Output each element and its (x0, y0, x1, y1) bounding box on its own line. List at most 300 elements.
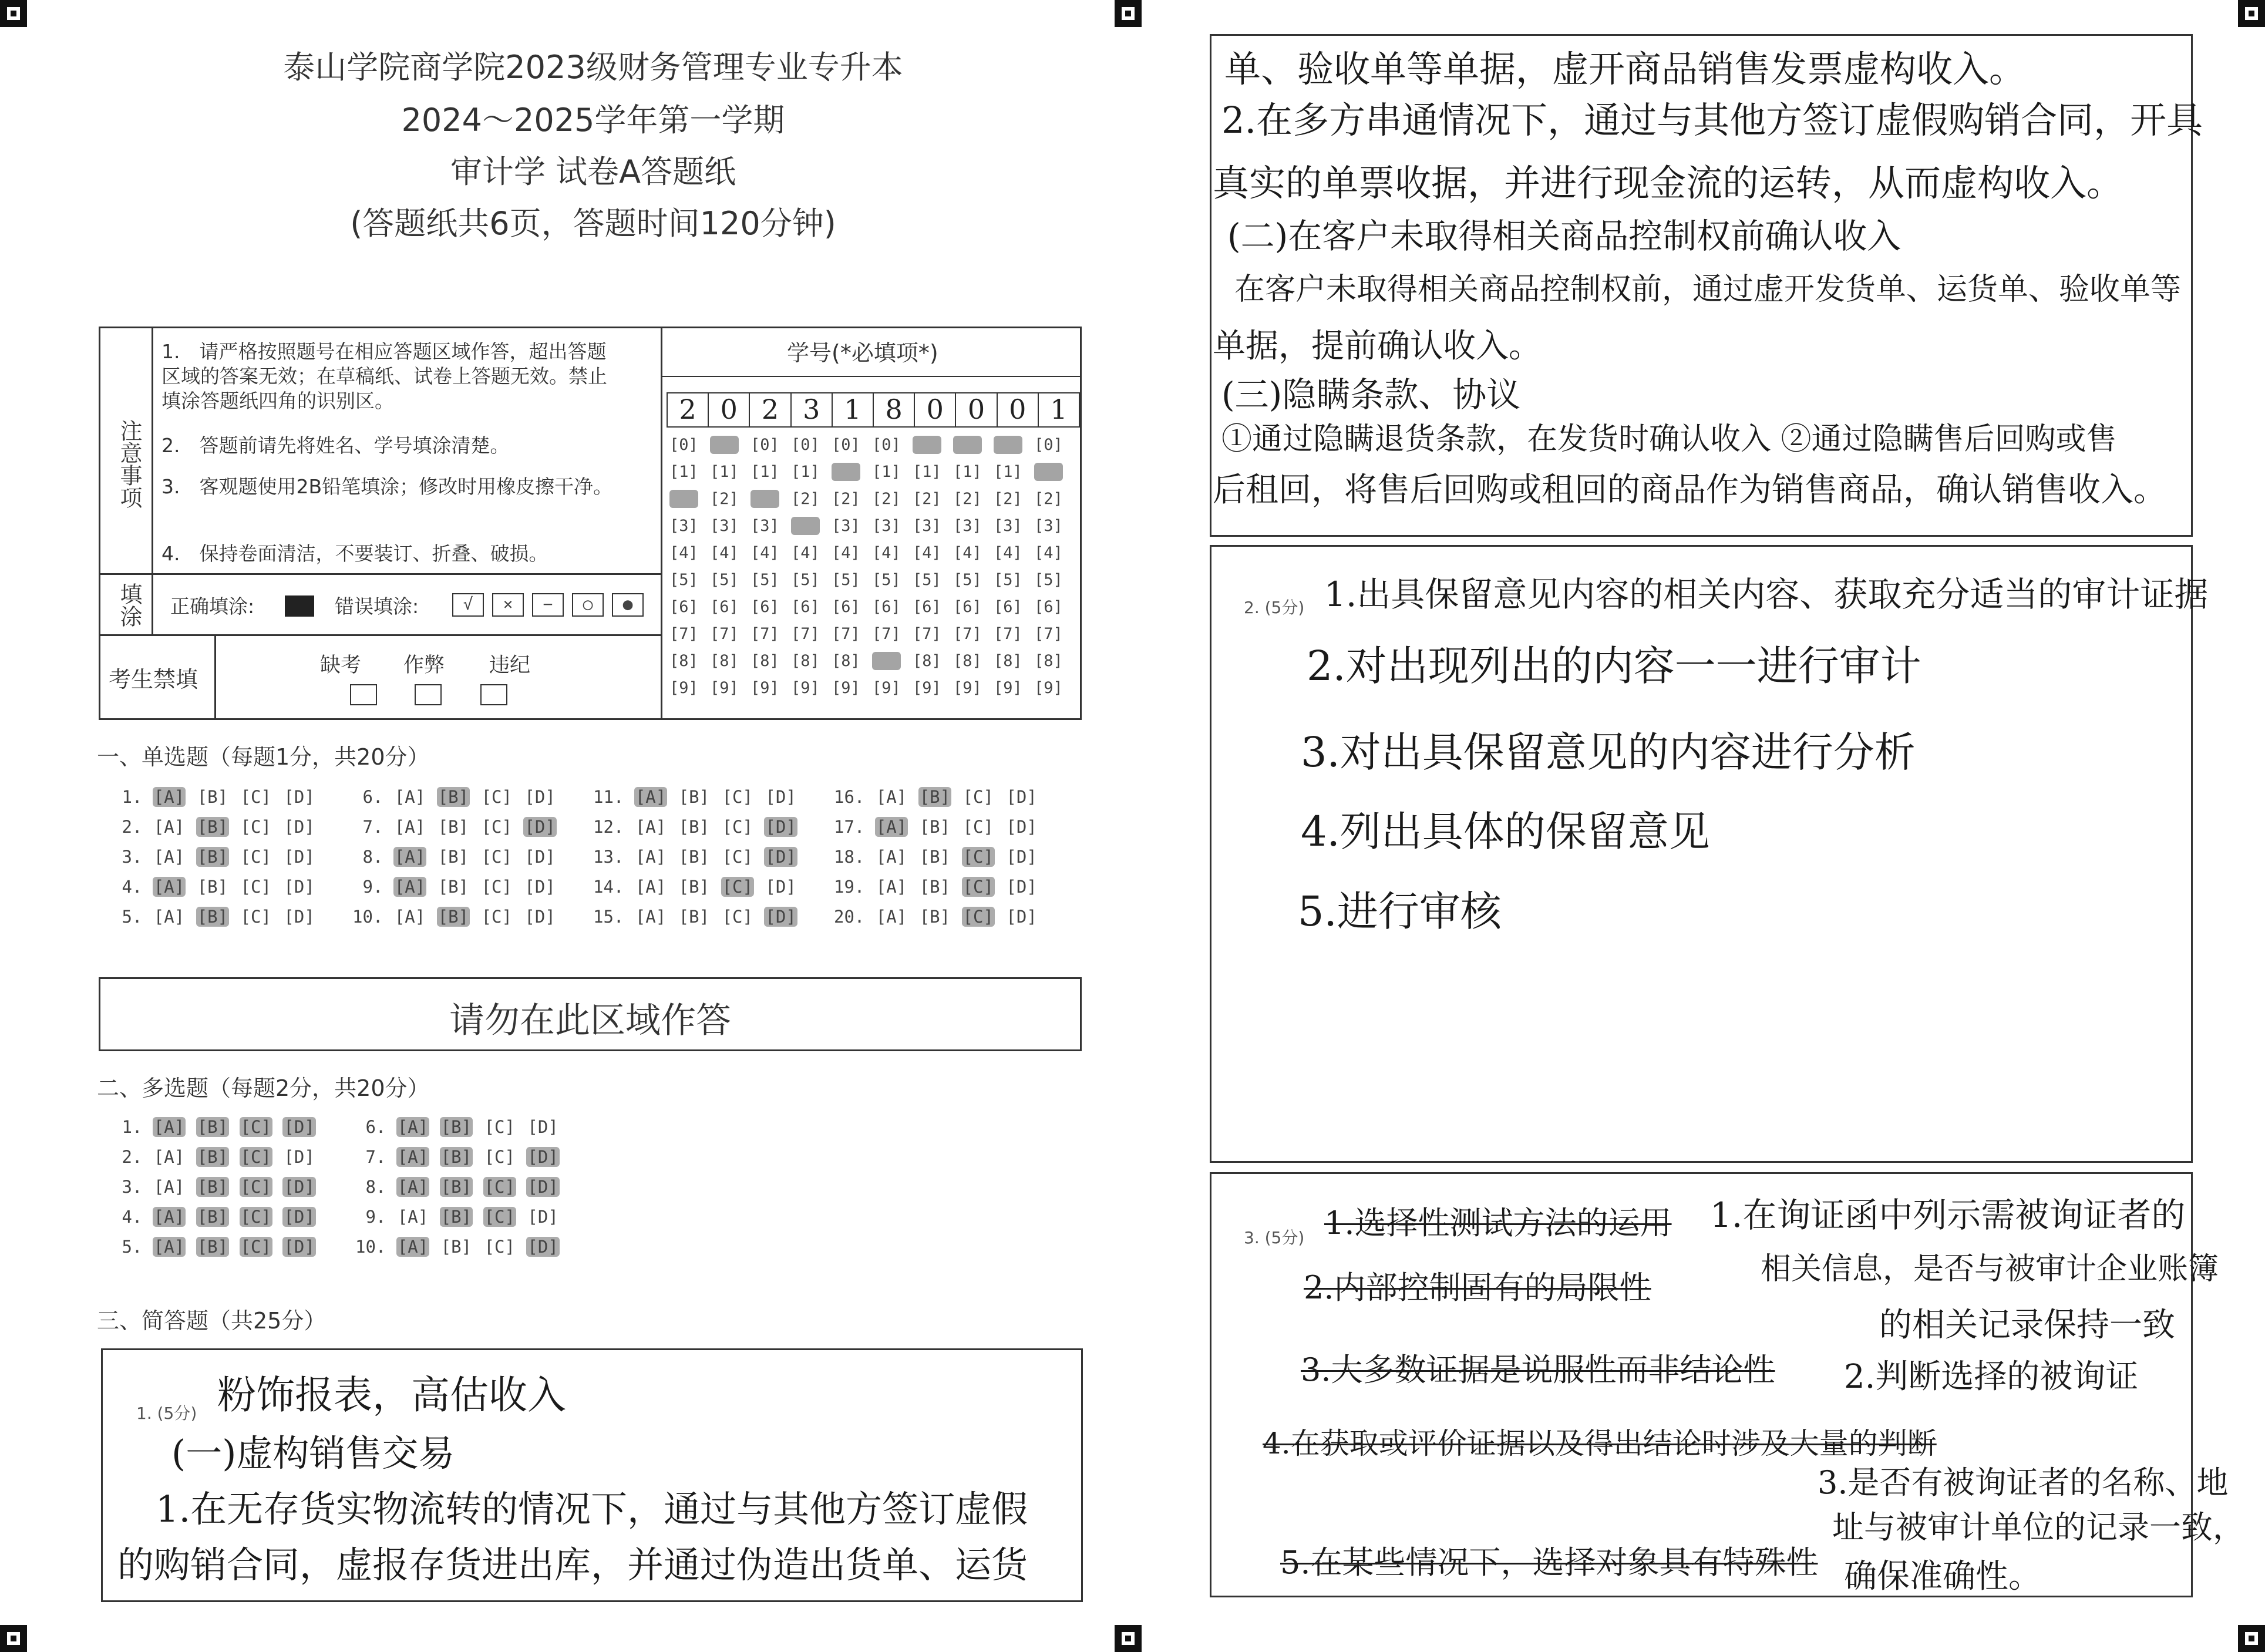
option-bubble[interactable]: [A] (876, 787, 907, 807)
option-bubble[interactable]: [C] (240, 787, 271, 807)
id-bubble[interactable]: [7] (872, 625, 901, 643)
id-bubble[interactable]: [6] (1034, 598, 1063, 616)
option-bubble[interactable]: [D] (524, 817, 556, 837)
option-bubble[interactable]: [C] (722, 817, 753, 837)
option-bubble[interactable]: [C] (962, 787, 994, 807)
id-bubble[interactable]: [1] (953, 463, 982, 481)
option-bubble[interactable]: [A] (153, 907, 185, 927)
id-bubble[interactable]: [4] (750, 544, 779, 562)
option-bubble[interactable]: [C] (240, 1237, 271, 1257)
id-bubble[interactable]: [6] (953, 598, 982, 616)
option-bubble[interactable]: [B] (678, 787, 710, 807)
option-bubble[interactable]: [D] (284, 1117, 315, 1137)
multi-choice-question[interactable] (355, 1117, 570, 1137)
notice-label: 注意事项 (116, 419, 142, 509)
option-bubble[interactable]: [A] (153, 1117, 185, 1137)
id-bubble[interactable]: [3] (832, 517, 860, 535)
option-bubble[interactable]: [C] (722, 787, 753, 807)
option-bubble[interactable]: [B] (197, 787, 228, 807)
option-bubble[interactable]: [C] (484, 1177, 515, 1197)
id-bubble[interactable] (669, 490, 698, 508)
option-bubble[interactable]: [C] (481, 907, 512, 927)
option-bubble[interactable]: [B] (197, 817, 228, 837)
id-bubble[interactable]: [1] (710, 463, 739, 481)
option-bubble[interactable]: [D] (1006, 877, 1037, 897)
id-bubble[interactable]: [8] (791, 652, 820, 670)
single-choice-question[interactable] (352, 787, 567, 807)
option-bubble[interactable]: [D] (527, 1147, 558, 1167)
option-bubble[interactable]: [D] (284, 847, 315, 867)
option-bubble[interactable]: [D] (524, 877, 556, 897)
option-bubble[interactable]: [D] (765, 907, 796, 927)
option-bubble[interactable]: [B] (437, 847, 469, 867)
single-choice-question[interactable] (593, 787, 807, 807)
option-bubble[interactable]: [D] (284, 1237, 315, 1257)
question-number: 3. (112, 1177, 153, 1197)
option-bubble[interactable]: [A] (876, 847, 907, 867)
option-bubble[interactable]: [C] (240, 1147, 271, 1167)
id-bubble[interactable]: [7] (791, 625, 820, 643)
q1-cont-line: 单、验收单等单据，虚开商品销售发票虚构收入。 (1224, 48, 2026, 90)
id-bubble[interactable]: [8] (832, 652, 860, 670)
option-bubble[interactable]: [A] (394, 877, 426, 897)
id-bubble[interactable]: [2] (872, 490, 901, 508)
id-bubble[interactable]: [9] (872, 679, 901, 697)
id-bubble[interactable]: [3] (710, 517, 739, 535)
id-bubble[interactable]: [2] (913, 490, 941, 508)
corner-marker (1115, 1625, 1142, 1652)
header-line1: 泰山学院商学院2023级财务管理专业专升本 (283, 49, 903, 86)
option-bubble[interactable]: [D] (524, 787, 556, 807)
id-bubble[interactable] (1034, 463, 1063, 481)
multi-choice-question[interactable] (112, 1237, 326, 1257)
option-bubble[interactable]: [A] (153, 1207, 185, 1227)
question-number: 9. (352, 877, 393, 897)
question-number: 8. (352, 847, 393, 867)
id-bubble[interactable]: [6] (750, 598, 779, 616)
id-bubble[interactable]: [3] (994, 517, 1022, 535)
option-bubble[interactable]: [A] (394, 817, 426, 837)
question-number: 9. (355, 1207, 396, 1227)
id-bubble[interactable]: [8] (1034, 652, 1063, 670)
id-bubble[interactable]: [0] (791, 436, 820, 454)
option-bubble[interactable]: [A] (397, 1237, 429, 1257)
multi-choice-question[interactable] (355, 1147, 570, 1167)
option-bubble[interactable]: [D] (284, 817, 315, 837)
id-bubble[interactable]: [4] (913, 544, 941, 562)
student-id-label: 学号(*必填项*) (787, 340, 938, 366)
id-bubble[interactable]: [1] (791, 463, 820, 481)
id-bubble[interactable]: [8] (669, 652, 698, 670)
option-bubble[interactable]: [B] (919, 877, 951, 897)
single-choice-question[interactable] (112, 817, 326, 837)
q3-line: 3.是否有被询证者的名称、地 (1818, 1464, 2229, 1501)
option-bubble[interactable]: [C] (240, 907, 271, 927)
id-bubble[interactable]: [8] (710, 652, 739, 670)
id-bubble[interactable] (953, 436, 982, 454)
id-bubble[interactable]: [6] (872, 598, 901, 616)
id-bubble[interactable]: [6] (994, 598, 1022, 616)
single-choice-question[interactable] (352, 817, 567, 837)
id-bubble[interactable]: [4] (832, 544, 860, 562)
option-bubble[interactable]: [A] (635, 787, 667, 807)
single-choice-question[interactable] (834, 877, 1048, 897)
option-bubble[interactable]: [A] (876, 817, 907, 837)
id-bubble[interactable]: [2] (791, 490, 820, 508)
q1-cont-line: (二)在客户未取得相关商品控制权前确认收入 (1227, 216, 1901, 256)
id-bubble[interactable]: [6] (913, 598, 941, 616)
question-number: 17. (834, 817, 875, 837)
id-bubble[interactable]: [0] (669, 436, 698, 454)
id-bubble[interactable]: [8] (994, 652, 1022, 670)
fill-label: 填涂 (116, 583, 142, 627)
wrong-mark: ○ (572, 593, 604, 617)
id-bubble[interactable]: [8] (953, 652, 982, 670)
option-bubble[interactable]: [D] (284, 1207, 315, 1227)
option-bubble[interactable]: [B] (440, 1177, 472, 1197)
option-bubble[interactable]: [B] (678, 907, 710, 927)
option-bubble[interactable]: [C] (240, 847, 271, 867)
option-bubble[interactable]: [A] (635, 847, 667, 867)
id-bubble[interactable]: [3] (750, 517, 779, 535)
multi-choice-grid[interactable] (112, 1117, 640, 1270)
option-bubble[interactable]: [B] (437, 787, 469, 807)
id-bubble[interactable]: [7] (1034, 625, 1063, 643)
id-bubble[interactable]: [7] (994, 625, 1022, 643)
option-bubble[interactable]: [B] (440, 1117, 472, 1137)
multi-choice-question[interactable] (112, 1147, 326, 1167)
id-bubble[interactable]: [9] (669, 679, 698, 697)
id-bubble[interactable]: [5] (994, 571, 1022, 589)
option-bubble[interactable]: [D] (765, 877, 796, 897)
id-bubble[interactable]: [7] (832, 625, 860, 643)
option-bubble[interactable]: [B] (919, 787, 951, 807)
id-bubble[interactable]: [0] (1034, 436, 1063, 454)
option-bubble[interactable]: [B] (919, 907, 951, 927)
id-bubble[interactable]: [9] (750, 679, 779, 697)
option-bubble[interactable]: [D] (284, 1177, 315, 1197)
id-bubble[interactable]: [7] (750, 625, 779, 643)
id-bubble[interactable]: [5] (750, 571, 779, 589)
header-line3: 审计学 试卷A答题纸 (450, 153, 736, 190)
option-bubble[interactable]: [C] (722, 907, 753, 927)
single-choice-question[interactable] (112, 787, 326, 807)
single-choice-question[interactable] (352, 877, 567, 897)
option-bubble[interactable]: [C] (962, 907, 994, 927)
student-id-digit: 2 (750, 393, 791, 426)
id-bubble[interactable]: [7] (669, 625, 698, 643)
id-bubble[interactable]: [9] (913, 679, 941, 697)
option-bubble[interactable]: [B] (197, 1177, 228, 1197)
single-choice-question[interactable] (834, 787, 1048, 807)
id-bubble[interactable]: [6] (669, 598, 698, 616)
id-bubble[interactable]: [3] (953, 517, 982, 535)
option-bubble[interactable]: [D] (1006, 907, 1037, 927)
id-bubble[interactable]: [2] (994, 490, 1022, 508)
student-id-digit: 3 (792, 393, 833, 426)
id-bubble[interactable]: [5] (1034, 571, 1063, 589)
option-bubble[interactable]: [D] (527, 1117, 558, 1137)
id-bubble[interactable]: [1] (872, 463, 901, 481)
option-bubble[interactable]: [C] (484, 1237, 515, 1257)
option-bubble[interactable]: [B] (919, 847, 951, 867)
id-bubble[interactable] (832, 463, 860, 481)
option-bubble[interactable]: [A] (153, 877, 185, 897)
id-bubble[interactable]: [8] (750, 652, 779, 670)
flag-absent-checkbox[interactable] (350, 684, 377, 705)
option-bubble[interactable]: [C] (484, 1147, 515, 1167)
option-bubble[interactable]: [B] (197, 1147, 228, 1167)
id-bubble[interactable]: [1] (913, 463, 941, 481)
option-bubble[interactable]: [D] (765, 847, 796, 867)
header-line2: 2024～2025学年第一学期 (401, 102, 785, 139)
option-bubble[interactable]: [C] (481, 817, 512, 837)
id-bubble[interactable]: [4] (872, 544, 901, 562)
id-bubble[interactable]: [7] (913, 625, 941, 643)
multi-choice-question[interactable] (355, 1237, 570, 1257)
option-bubble[interactable]: [B] (440, 1237, 472, 1257)
id-bubble[interactable]: [7] (710, 625, 739, 643)
option-bubble[interactable]: [B] (197, 1117, 228, 1137)
single-choice-question[interactable] (352, 847, 567, 867)
multi-choice-question[interactable] (112, 1117, 326, 1137)
question-number: 18. (834, 847, 875, 867)
option-bubble[interactable]: [C] (722, 847, 753, 867)
id-bubble[interactable]: [9] (953, 679, 982, 697)
option-bubble[interactable]: [D] (284, 1147, 315, 1167)
option-bubble[interactable]: [B] (678, 877, 710, 897)
option-bubble[interactable]: [C] (240, 1117, 271, 1137)
id-bubble[interactable]: [8] (913, 652, 941, 670)
option-bubble[interactable]: [C] (240, 1207, 271, 1227)
id-bubble[interactable] (994, 436, 1022, 454)
id-bubble[interactable]: [0] (750, 436, 779, 454)
option-bubble[interactable]: [D] (284, 787, 315, 807)
option-bubble[interactable]: [D] (1006, 847, 1037, 867)
id-bubble[interactable]: [2] (1034, 490, 1063, 508)
id-bubble[interactable]: [3] (1034, 517, 1063, 535)
id-bubble[interactable]: [9] (791, 679, 820, 697)
id-bubble[interactable]: [5] (791, 571, 820, 589)
option-bubble[interactable]: [D] (765, 787, 796, 807)
option-bubble[interactable]: [C] (722, 877, 753, 897)
option-bubble[interactable]: [A] (635, 907, 667, 927)
question-number: 11. (593, 787, 634, 807)
option-bubble[interactable]: [A] (397, 1117, 429, 1137)
id-bubble[interactable]: [2] (832, 490, 860, 508)
id-bubble[interactable]: [9] (832, 679, 860, 697)
no-answer-zone-label: 请勿在此区域作答 (449, 1000, 731, 1041)
corner-marker (0, 0, 27, 27)
id-bubble[interactable]: [5] (710, 571, 739, 589)
option-bubble[interactable]: [B] (197, 1207, 228, 1227)
multi-choice-question[interactable] (355, 1207, 570, 1227)
option-bubble[interactable]: [A] (153, 1147, 185, 1167)
option-bubble[interactable]: [A] (876, 907, 907, 927)
option-bubble[interactable]: [A] (394, 787, 426, 807)
id-bubble[interactable]: [7] (953, 625, 982, 643)
student-id-grid[interactable] (669, 436, 1081, 706)
id-bubble[interactable]: [9] (710, 679, 739, 697)
option-bubble[interactable]: [A] (394, 847, 426, 867)
single-choice-question[interactable] (112, 907, 326, 927)
id-bubble[interactable]: [5] (872, 571, 901, 589)
option-bubble[interactable]: [B] (678, 817, 710, 837)
option-bubble[interactable]: [C] (481, 847, 512, 867)
flag-violation-checkbox[interactable] (480, 684, 507, 705)
single-choice-grid[interactable] (112, 787, 1098, 940)
id-bubble[interactable]: [3] (669, 517, 698, 535)
wrong-mark: √ (452, 593, 484, 617)
question-number: 4. (112, 877, 153, 897)
multi-choice-question[interactable] (355, 1177, 570, 1197)
id-bubble[interactable] (913, 436, 941, 454)
option-bubble[interactable]: [D] (765, 817, 796, 837)
q1-cont-line: 后租回，将售后回购或租回的商品作为销售商品，确认销售收入。 (1213, 471, 2166, 509)
option-bubble[interactable]: [C] (484, 1117, 515, 1137)
option-bubble[interactable]: [A] (153, 1177, 185, 1197)
multi-choice-question[interactable] (112, 1207, 326, 1227)
option-bubble[interactable]: [B] (440, 1207, 472, 1227)
option-bubble[interactable]: [A] (397, 1207, 429, 1227)
single-choice-question[interactable] (112, 847, 326, 867)
option-bubble[interactable]: [C] (481, 877, 512, 897)
question-number: 4. (112, 1207, 153, 1227)
corner-marker (2238, 0, 2265, 27)
id-bubble[interactable]: [2] (953, 490, 982, 508)
option-bubble[interactable]: [C] (240, 1177, 271, 1197)
multi-choice-question[interactable] (112, 1177, 326, 1197)
option-bubble[interactable]: [C] (484, 1207, 515, 1227)
option-bubble[interactable]: [A] (153, 787, 185, 807)
flag-cheat-checkbox[interactable] (415, 684, 442, 705)
single-choice-question[interactable] (352, 907, 567, 927)
option-bubble[interactable]: [B] (440, 1147, 472, 1167)
option-bubble[interactable]: [A] (635, 817, 667, 837)
option-bubble[interactable]: [B] (919, 817, 951, 837)
option-bubble[interactable]: [B] (197, 907, 228, 927)
option-bubble[interactable]: [C] (962, 847, 994, 867)
option-bubble[interactable]: [A] (876, 877, 907, 897)
id-bubble[interactable]: [0] (832, 436, 860, 454)
id-bubble[interactable]: [9] (994, 679, 1022, 697)
id-bubble[interactable]: [5] (669, 571, 698, 589)
single-choice-question[interactable] (834, 907, 1048, 927)
id-bubble[interactable] (791, 517, 820, 535)
id-bubble[interactable] (872, 652, 901, 670)
option-bubble[interactable]: [D] (527, 1177, 558, 1197)
id-bubble[interactable]: [4] (953, 544, 982, 562)
question-number: 20. (834, 907, 875, 927)
id-bubble[interactable]: [5] (832, 571, 860, 589)
q1-cont-line: 单据，提前确认收入。 (1213, 327, 1542, 365)
id-bubble[interactable]: [9] (1034, 679, 1063, 697)
option-bubble[interactable]: [B] (197, 847, 228, 867)
divider (152, 327, 153, 573)
option-bubble[interactable]: [C] (240, 817, 271, 837)
option-bubble[interactable]: [A] (394, 907, 426, 927)
option-bubble[interactable]: [D] (527, 1207, 558, 1227)
question-number: 5. (112, 1237, 153, 1257)
single-choice-question[interactable] (593, 817, 807, 837)
option-bubble[interactable]: [A] (153, 847, 185, 867)
option-bubble[interactable]: [D] (284, 907, 315, 927)
section3-title: 三、简答题（共25分） (97, 1308, 327, 1334)
student-id-digit: 0 (956, 393, 997, 426)
question-number: 12. (593, 817, 634, 837)
option-bubble[interactable]: [D] (524, 907, 556, 927)
id-bubble[interactable]: [4] (994, 544, 1022, 562)
id-bubble[interactable]: [4] (1034, 544, 1063, 562)
id-bubble[interactable]: [4] (791, 544, 820, 562)
id-bubble[interactable]: [6] (791, 598, 820, 616)
q3-label: 3. (5分) (1244, 1228, 1305, 1247)
option-bubble[interactable]: [C] (962, 877, 994, 897)
option-bubble[interactable]: [D] (524, 847, 556, 867)
wrong-fill-label: 错误填涂: (335, 595, 419, 618)
id-bubble[interactable]: [0] (872, 436, 901, 454)
option-bubble[interactable]: [A] (397, 1147, 429, 1167)
id-bubble[interactable]: [3] (913, 517, 941, 535)
option-bubble[interactable]: [B] (197, 877, 228, 897)
notice-item-1: 1. 请严格按照题号在相应答题区域作答，超出答题区域的答案无效；在草稿纸、试卷上答题无效。禁止填涂答题纸四角的识别区。 (161, 340, 607, 412)
id-bubble[interactable]: [3] (872, 517, 901, 535)
option-bubble[interactable]: [B] (437, 877, 469, 897)
option-bubble[interactable]: [D] (284, 877, 315, 897)
single-choice-question[interactable] (834, 817, 1048, 837)
option-bubble[interactable]: [C] (481, 787, 512, 807)
option-bubble[interactable]: [C] (962, 817, 994, 837)
option-bubble[interactable]: [B] (678, 847, 710, 867)
notice-item-2: 2. 答题前请先将姓名、学号填涂清楚。 (161, 434, 510, 457)
single-choice-question[interactable] (112, 877, 326, 897)
id-bubble[interactable]: [6] (710, 598, 739, 616)
option-bubble[interactable]: [D] (1006, 817, 1037, 837)
notice-item-4: 4. 保持卷面清洁，不要装订、折叠、破损。 (161, 542, 548, 565)
question-number: 1. (112, 787, 153, 807)
q1-cont-line: (三)隐瞒条款、协议 (1221, 375, 1521, 415)
option-bubble[interactable]: [A] (153, 817, 185, 837)
id-bubble[interactable]: [2] (710, 490, 739, 508)
option-bubble[interactable]: [A] (635, 877, 667, 897)
single-choice-question[interactable] (593, 877, 807, 897)
option-bubble[interactable]: [A] (397, 1177, 429, 1197)
id-bubble[interactable] (750, 490, 779, 508)
option-bubble[interactable]: [D] (527, 1237, 558, 1257)
id-bubble[interactable]: [1] (994, 463, 1022, 481)
option-bubble[interactable]: [C] (240, 877, 271, 897)
option-bubble[interactable]: [B] (437, 817, 469, 837)
option-bubble[interactable]: [A] (153, 1237, 185, 1257)
id-bubble[interactable]: [5] (913, 571, 941, 589)
single-choice-question[interactable] (593, 907, 807, 927)
id-bubble[interactable]: [5] (953, 571, 982, 589)
option-bubble[interactable]: [D] (1006, 787, 1037, 807)
correct-fill-label: 正确填涂: (170, 595, 255, 618)
id-bubble[interactable]: [1] (750, 463, 779, 481)
id-bubble[interactable] (710, 436, 739, 454)
id-bubble[interactable]: [4] (669, 544, 698, 562)
q2-line: 5.进行审核 (1298, 887, 1502, 936)
option-bubble[interactable]: [B] (197, 1237, 228, 1257)
id-bubble[interactable]: [1] (669, 463, 698, 481)
id-bubble[interactable]: [6] (832, 598, 860, 616)
single-choice-question[interactable] (834, 847, 1048, 867)
question-number: 2. (112, 1147, 153, 1167)
option-bubble[interactable]: [B] (437, 907, 469, 927)
id-bubble[interactable]: [4] (710, 544, 739, 562)
single-choice-question[interactable] (593, 847, 807, 867)
